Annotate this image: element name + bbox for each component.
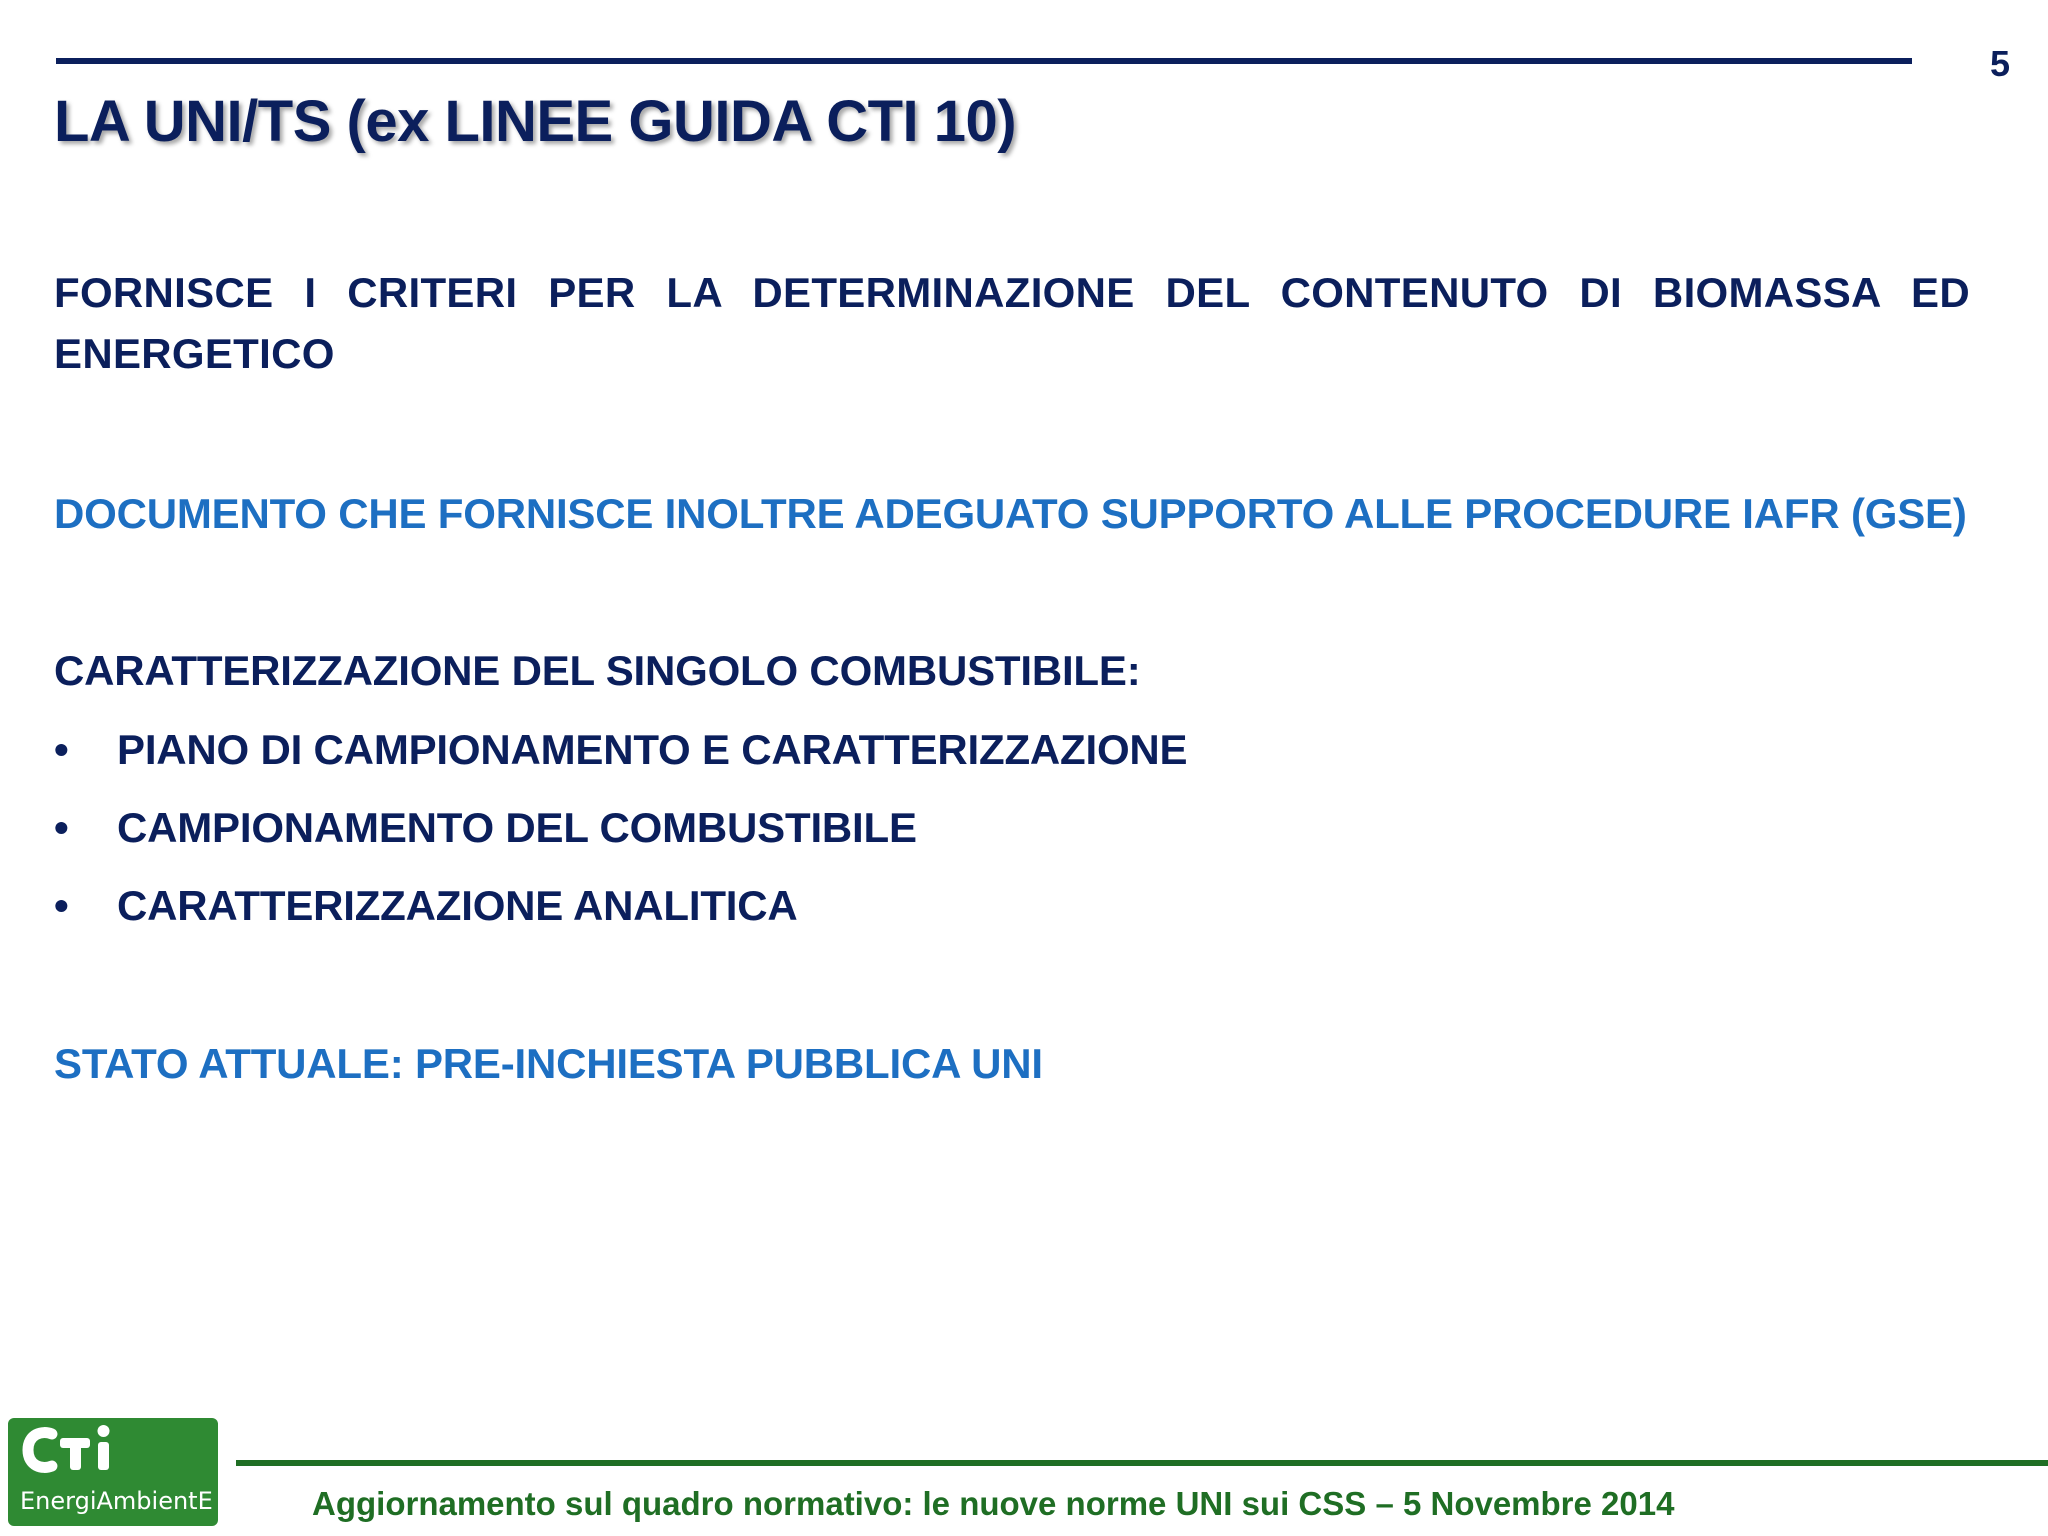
bullet-icon: • [54, 882, 69, 929]
bullet-icon: • [54, 804, 69, 851]
slide-title: LA UNI/TS (ex LINEE GUIDA CTI 10) [54, 89, 1017, 154]
header-rule [56, 58, 1912, 64]
cti-logo [8, 1418, 218, 1526]
list-item-text: PIANO DI CAMPIONAMENTO E CARATTERIZZAZIONE [117, 726, 1188, 773]
footer-caption: Aggiornamento sul quadro normativo: le nuove norme UNI sui CSS – 5 Novembre 2014 [312, 1485, 1675, 1522]
bullet-icon: • [54, 726, 69, 773]
support-paragraph: DOCUMENTO CHE FORNISCE INOLTRE ADEGUATO SUPPORTO ALLE PROCEDURE IAFR (GSE) [54, 490, 1967, 537]
page-number: 5 [1989, 43, 2010, 84]
cti-logo-icon [18, 1420, 128, 1482]
list-item-text: CARATTERIZZAZIONE ANALITICA [117, 882, 798, 929]
characterization-heading: CARATTERIZZAZIONE DEL SINGOLO COMBUSTIBILE: [54, 647, 1141, 694]
footer-rule [236, 1460, 2048, 1466]
list-item-text: CAMPIONAMENTO DEL COMBUSTIBILE [117, 804, 917, 851]
logo-text: EnergiAmbientE [20, 1487, 213, 1515]
status-paragraph: STATO ATTUALE: PRE-INCHIESTA PUBBLICA UNI [54, 1040, 1043, 1087]
criteria-paragraph: FORNISCE I CRITERI PER LA DETERMINAZIONE DEL CONTENUTO DI BIOMASSA ED ENERGETICO [54, 269, 1970, 377]
